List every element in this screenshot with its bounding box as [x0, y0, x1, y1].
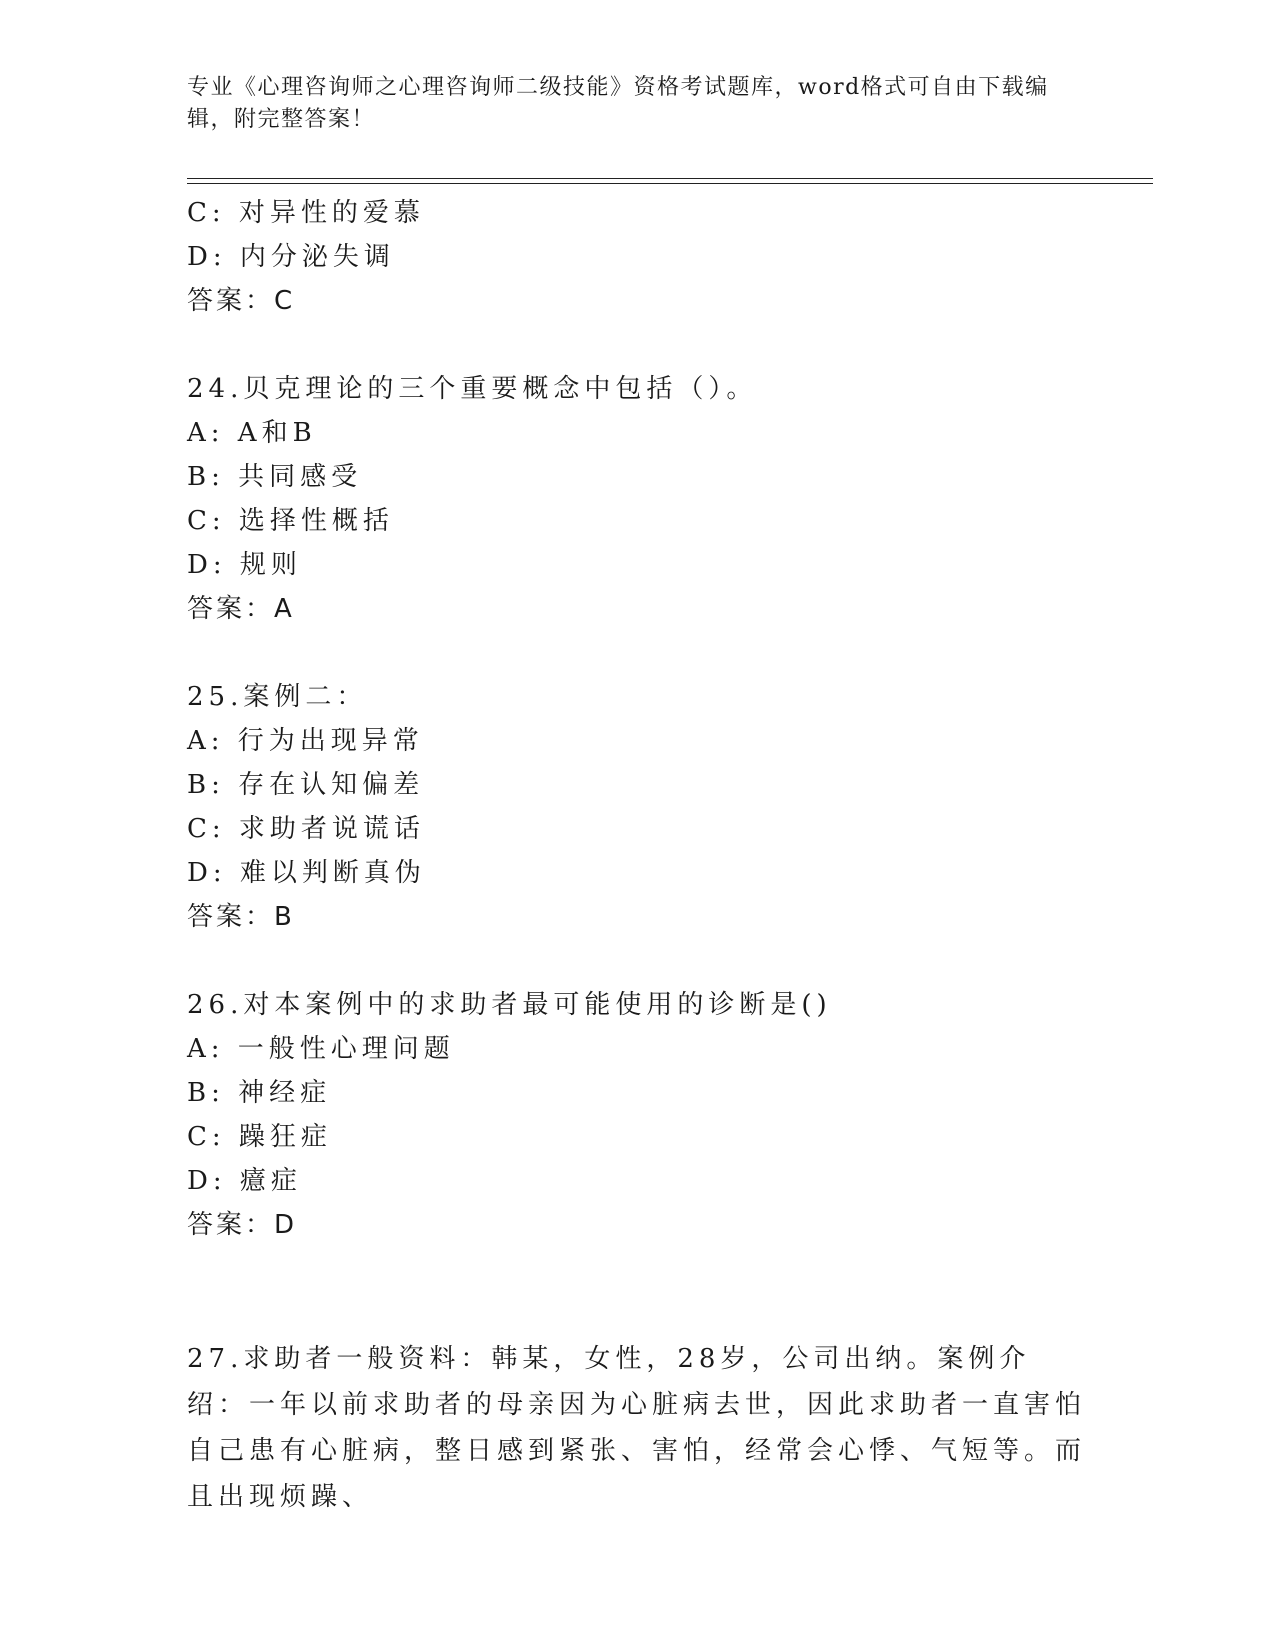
- q24-answer: 答案：A: [187, 594, 295, 624]
- q25-option-d: D: 难以判断真伪: [187, 858, 426, 888]
- q24-option-b: B: 共同感受: [187, 462, 363, 492]
- q24-question: 24.贝克理论的三个重要概念中包括（）。: [187, 374, 758, 404]
- q26-option-d: D: 癔症: [187, 1166, 302, 1196]
- q23-answer: 答案：C: [187, 286, 296, 316]
- q26-option-a: A: 一般性心理问题: [187, 1034, 455, 1064]
- q24-option-a: A: A和B: [187, 418, 317, 448]
- q25-answer: 答案：B: [187, 902, 295, 932]
- q24-option-c: C: 选择性概括: [187, 506, 394, 536]
- q26-option-b: B: 神经症: [187, 1078, 332, 1108]
- q26-question: 26.对本案例中的求助者最可能使用的诊断是(): [187, 990, 832, 1020]
- q24-option-d: D: 规则: [187, 550, 302, 580]
- q26-answer: 答案：D: [187, 1210, 298, 1240]
- q26-option-c: C: 躁狂症: [187, 1122, 332, 1152]
- q27-question: 27.求助者一般资料：韩某，女性，28岁，公司出纳。案例介绍：一年以前求助者的母亲因为心脏病去世，因此求助者一直害怕自己患有心脏病，整日感到紧张、害怕，经常会心悸、气短等。而且出现烦躁、: [187, 1344, 1087, 1512]
- q23-option-c: C: 对异性的爱慕: [187, 198, 425, 228]
- q25-option-c: C: 求助者说谎话: [187, 814, 425, 844]
- q23-option-d: D: 内分泌失调: [187, 242, 395, 272]
- document-header: 专业《心理咨询师之心理咨询师二级技能》资格考试题库，word格式可自由下载编辑，附完整答案！: [187, 75, 1049, 132]
- header-divider-bottom: [187, 183, 1153, 184]
- header-divider-top: [187, 178, 1153, 179]
- q25-question: 25.案例二：: [187, 682, 368, 712]
- q25-option-b: B: 存在认知偏差: [187, 770, 425, 800]
- q25-option-a: A: 行为出现异常: [187, 726, 424, 756]
